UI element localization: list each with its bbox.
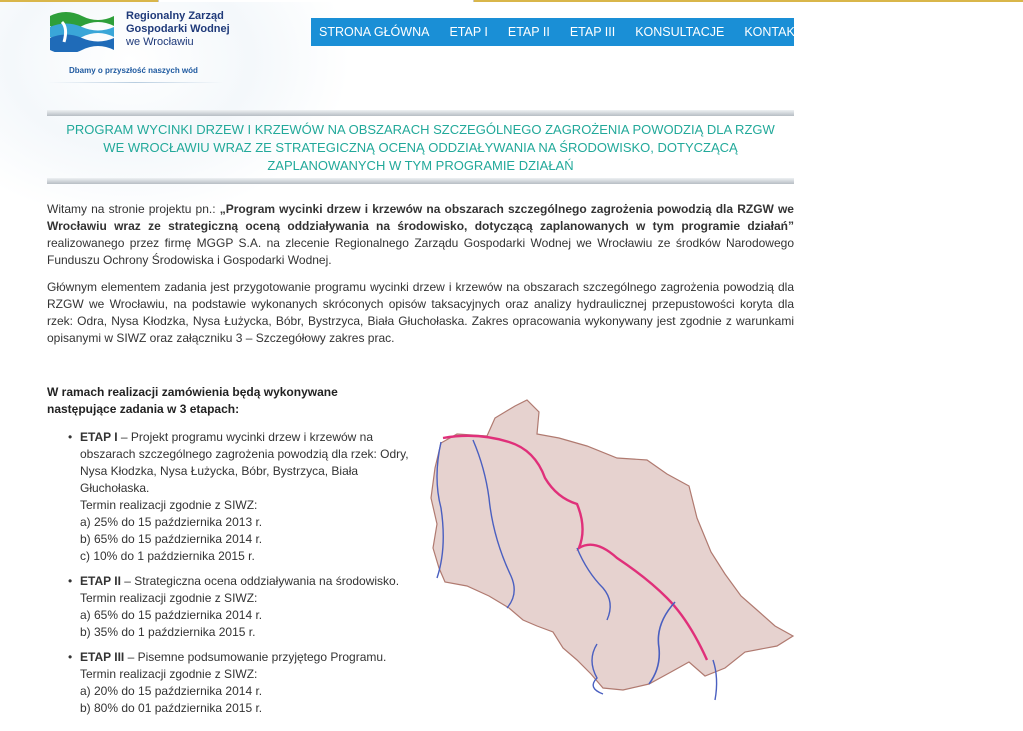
banner-bottom-bar	[47, 178, 794, 184]
top-strip-segment	[158, 0, 474, 2]
stage-deadline-item: b) 35% do 1 października 2015 r.	[80, 625, 256, 639]
logo-slogan: Dbamy o przyszłość naszych wód	[69, 66, 198, 75]
stage-deadline-item: b) 80% do 01 października 2015 r.	[80, 701, 263, 715]
stage-item-3	[68, 649, 418, 717]
region-area	[431, 400, 793, 690]
main-navigation	[311, 18, 803, 46]
intro-suffix: realizowanego przez firmę MGGP S.A. na zlecenie Regionalnego Zarządu Gospodarki Wodnej we Wrocławiu ze środków Narodowego Funduszu Ochrony Środowiska i Gospodarki Wodnej.	[47, 236, 794, 267]
page-title	[47, 121, 794, 175]
nav-item-konsultacje[interactable]: KONSULTACJE	[635, 25, 725, 39]
logo-text	[126, 10, 236, 49]
stage-item-2	[68, 573, 418, 641]
stage-name: ETAP III	[80, 650, 125, 664]
water-wave-logo-icon	[48, 10, 118, 52]
stage-name: ETAP II	[80, 574, 121, 588]
stage-deadline-item: c) 10% do 1 października 2015 r.	[80, 549, 255, 563]
intro-paragraph	[47, 201, 794, 269]
stages-lead: W ramach realizacji zamówienia będą wykonywane następujące zadania w 3 etapach:	[47, 385, 338, 416]
stage-deadline-item: a) 25% do 15 października 2013 r.	[80, 515, 263, 529]
nav-item-etap-3[interactable]: ETAP III	[569, 25, 616, 39]
main-paragraph: Głównym elementem zadania jest przygotowanie programu wycinki drzew i krzewów na obszarach szczególnego zagrożenia powodzią dla RZGW we Wrocławiu, na podstawie wykonanych skróconych opisów taksacyjnych oraz analizy hydraulicznej przepustowości koryta dla rzek: Odra, Nysa Kłodzka, Nysa Łużycka, Bóbr, Bystrzyca, Biała Głuchołaska. Zakres opracowania wykonywany jest zgodnie z warunkami opisanymi w SIWZ oraz załączniku 3 – Szczegółowy zakres prac.	[47, 280, 794, 345]
nav-item-etap-2[interactable]: ETAP II	[507, 25, 550, 39]
page-title-line2: WE WROCŁAWIU WRAZ ZE STRATEGICZNĄ OCENĄ ODDZIAŁYWANIA NA ŚRODOWISKO, DOTYCZĄCĄ	[103, 140, 738, 155]
project-name: „Program wycinki drzew i krzewów na obszarach szczególnego zagrożenia powodzią dla RZGW we Wrocławiu wraz ze strategiczną oceną oddziaływania na środowisko, dotyczącą zaplanowanych w tym programie działań”	[47, 202, 794, 233]
stage-desc: – Pisemne podsumowanie przyjętego Programu.	[124, 650, 387, 664]
nav-item-etap-1[interactable]: ETAP I	[449, 25, 488, 39]
stage-deadline-item: a) 20% do 15 października 2014 r.	[80, 684, 263, 698]
nav-item-kontakt[interactable]: KONTAKT	[744, 25, 803, 39]
stages-list	[68, 429, 418, 725]
stage-deadline-label: Termin realizacji zgodnie z SIWZ:	[80, 591, 258, 605]
stage-deadline-item: a) 65% do 15 października 2014 r.	[80, 608, 263, 622]
region-map	[427, 398, 797, 703]
banner-top-bar	[47, 110, 794, 116]
stage-deadline-item: b) 65% do 15 października 2014 r.	[80, 532, 263, 546]
logo-line3: we Wrocławiu	[126, 36, 194, 48]
logo-line1: Regionalny Zarząd	[126, 10, 224, 22]
logo[interactable]	[48, 8, 228, 78]
page-title-banner	[47, 110, 794, 184]
logo-divider	[48, 82, 223, 83]
browser-top-strip	[0, 0, 1023, 2]
stage-desc: – Strategiczna ocena oddziaływania na środowisko.	[120, 574, 400, 588]
stage-deadline-label: Termin realizacji zgodnie z SIWZ:	[80, 498, 258, 512]
page-title-line3: ZAPLANOWANYCH W TYM PROGRAMIE DZIAŁAŃ	[267, 158, 574, 173]
nav-item-home[interactable]: STRONA GŁÓWNA	[319, 25, 430, 39]
stage-desc: – Projekt programu wycinki drzew i krzewów na obszarach szczególnego zagrożenia powodzią dla rzek: Odry, Nysa Kłodzka, Nysa Łużycka, Bóbr, Bystrzyca, Biała Głuchołaska.	[80, 430, 409, 495]
stage-item-1	[68, 429, 418, 565]
stage-deadline-label: Termin realizacji zgodnie z SIWZ:	[80, 667, 258, 681]
page-title-line1: PROGRAM WYCINKI DRZEW I KRZEWÓW NA OBSZARACH SZCZEGÓLNEGO ZAGROŻENIA POWODZIĄ DLA RZGW	[66, 122, 775, 137]
stage-name: ETAP I	[80, 430, 118, 444]
logo-line2: Gospodarki Wodnej	[126, 23, 230, 35]
intro-prefix: Witamy na stronie projektu pn.:	[47, 202, 220, 216]
